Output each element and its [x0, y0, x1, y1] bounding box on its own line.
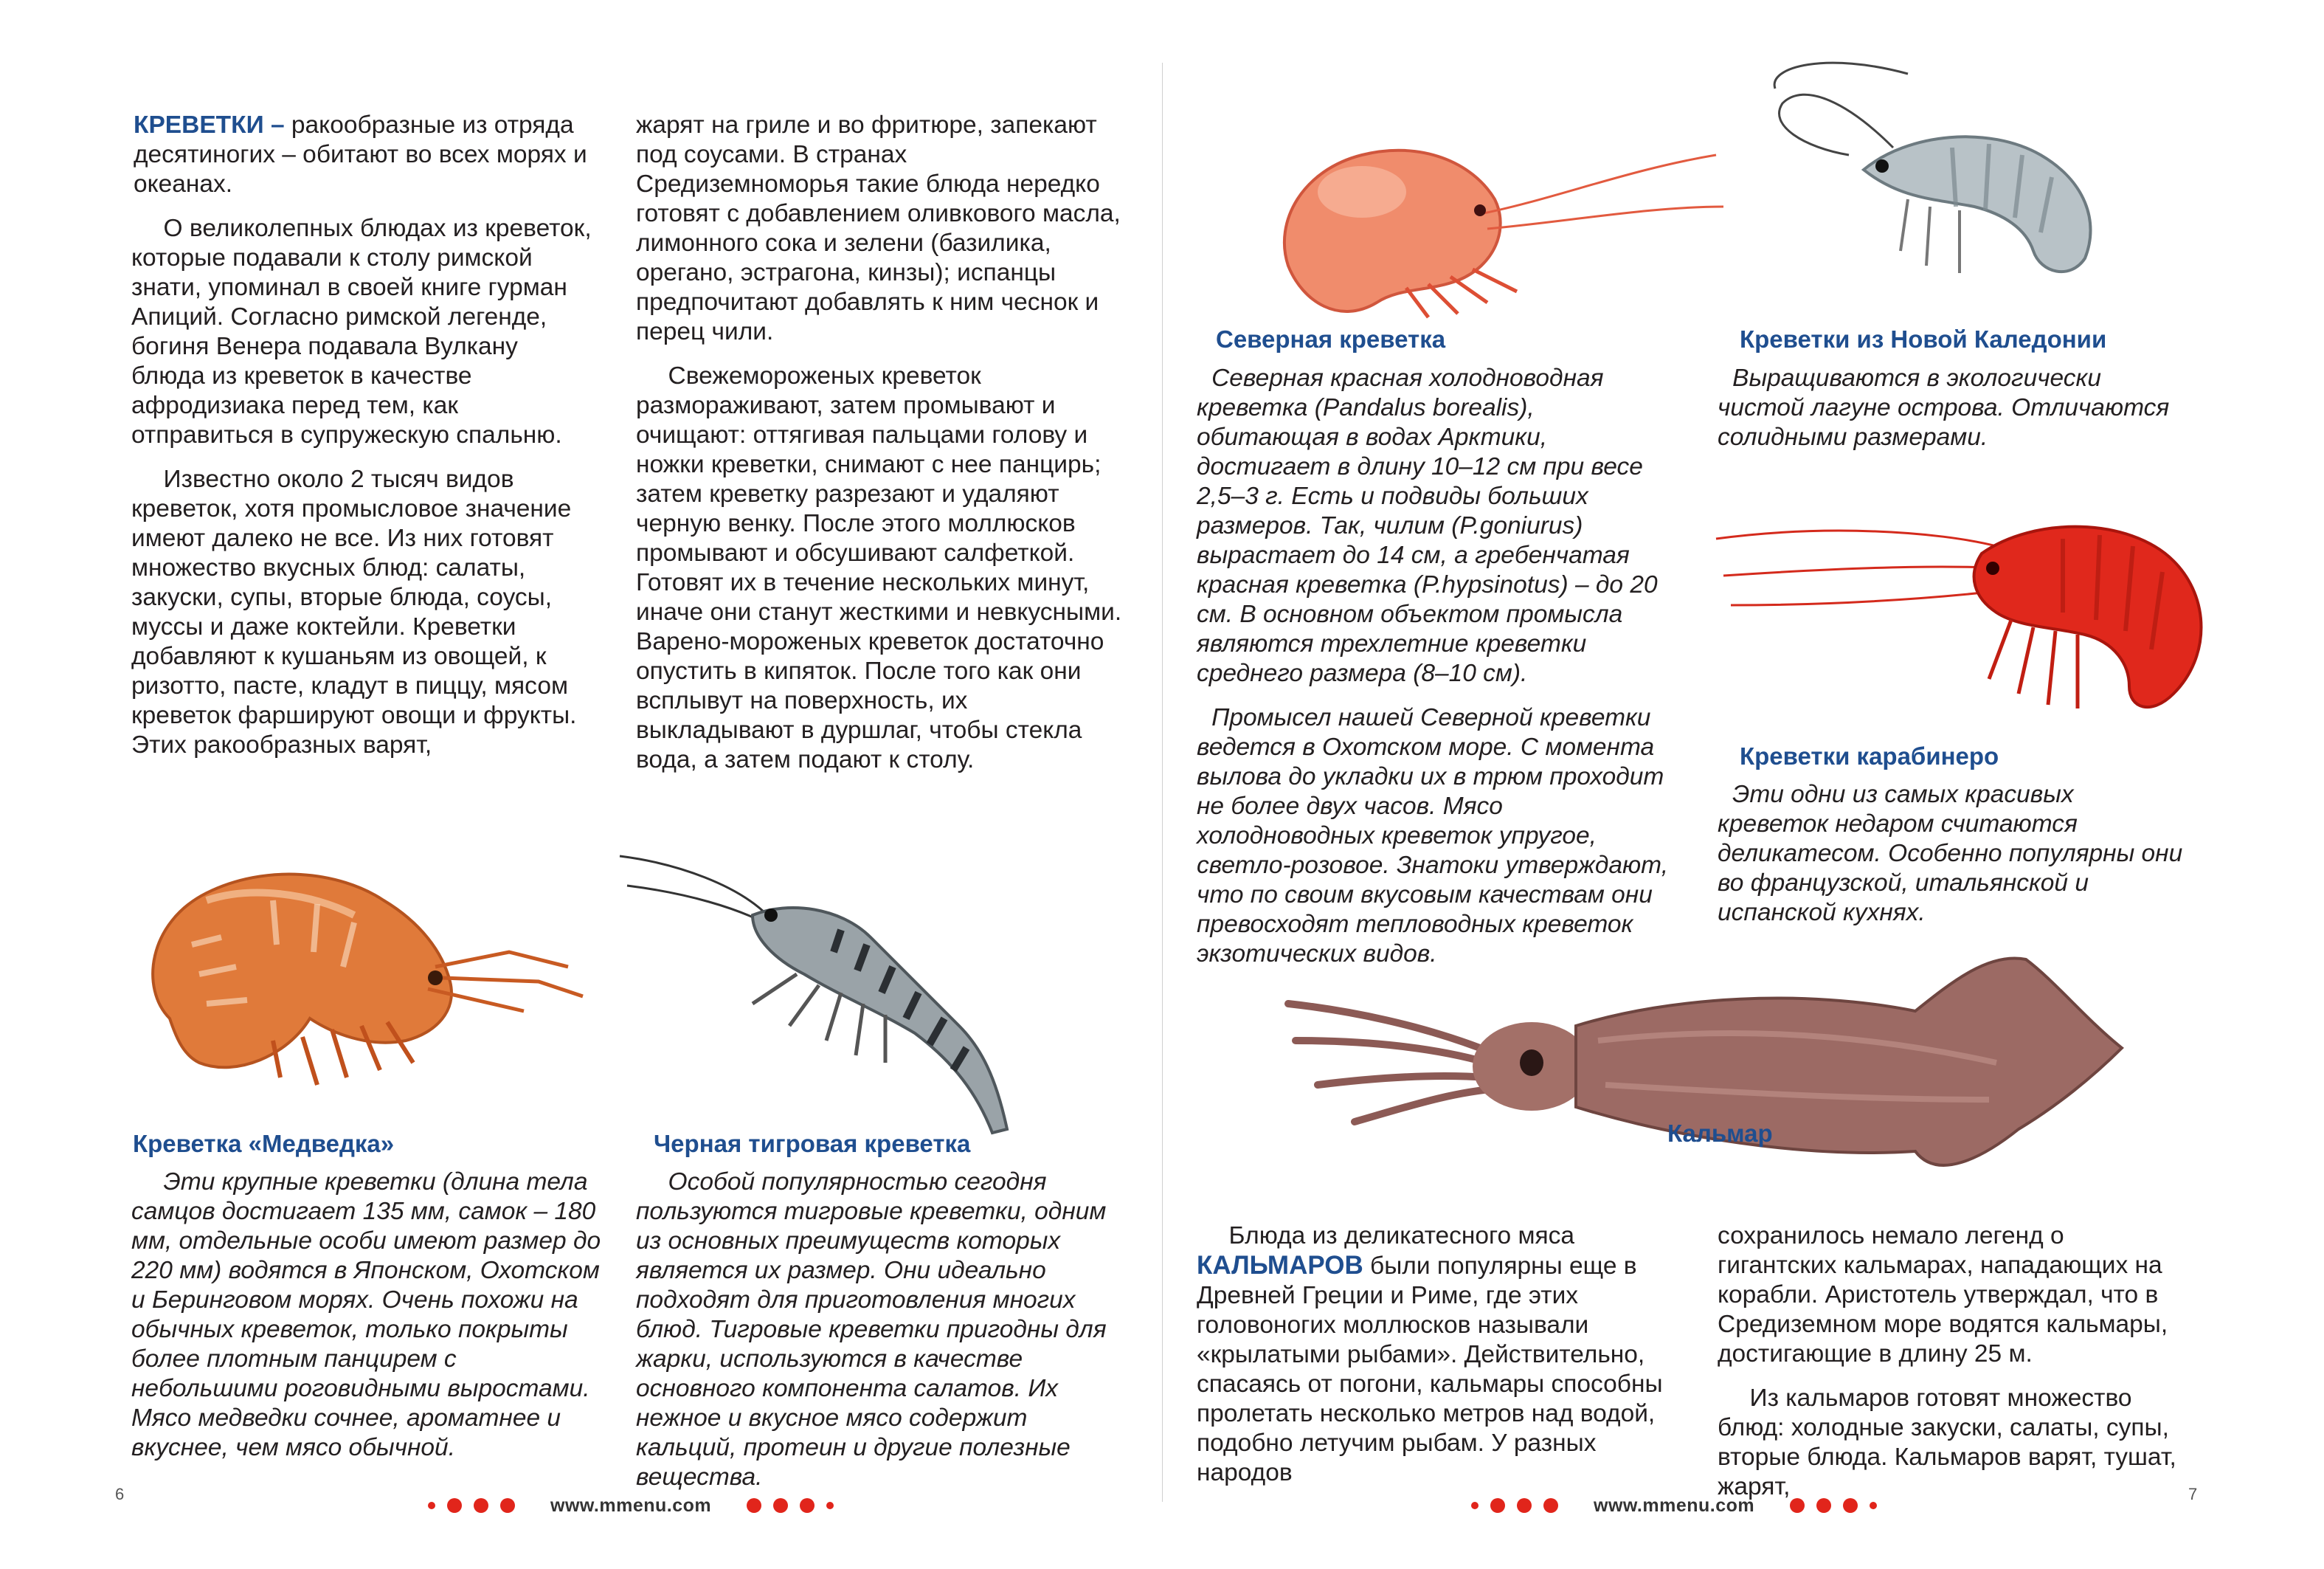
- shrimp-keyword: КРЕВЕТКИ –: [134, 111, 285, 139]
- footer-dot: [1471, 1502, 1479, 1509]
- history-paragraph: О великолепных блюдах из креветок, которые подавали к столу римской знати, упоминал в своей книге гурман Апиций. Согласно римской легенде, богиня Венера подавала Вулкану блюда из креветок в качестве афродизиака перед тем, как отправиться в супружескую спальню.: [131, 215, 592, 449]
- squid-column-2: сохранилось немало легенд о гигантских кальмарах, нападающих на корабли. Аристотель утверждал, что в Средиземном море водятся кальмары, достигающие в длину 25 м. Из кальмаров готовят множество блюд: холодные закуски, салаты, супы, вторые блюда. Кальмаров варят, тушат, жарят,: [1718, 1222, 2176, 1500]
- page-number-left: 6: [115, 1485, 125, 1503]
- tiger-shrimp-description: Особой популярностью сегодня пользуются тигровые креветки, одним из основных преимуществ которых является их размер. Они идеально подходят для приготовления многих блюд. Тигровые креветки пригодны для жарки, используются в качестве основного компонента салатов. Их нежное и вкусное мясо содержит кальций, протеин и другие полезные вещества.: [636, 1168, 1107, 1491]
- footer-dot: [773, 1498, 788, 1513]
- northern-shrimp-description: Северная красная холодноводная креветка (Pandalus borealis), обитающая в водах Арктики, достигает в длину 10–12 см при весе 2,5–3 г. Есть и подвиды больших размеров. Так, чилим (P.goniurus) вырастает до 14 см, а гребенчатая красная креветка (P.hypsinotus) – до 20 см. В основном объектом промысла являются трехлетние креветки среднего размера (8–10 см). Промысел нашей Северной креветки ведется в Охотском море. С момента вылова до укладки их в трюм проходит не более двух часов. Мясо холодноводных креветок упругое, светло-розовое. Знатоки утверждают, что по своим вкусовым качествам они превосходят тепловодных креветок экзотических видов.: [1197, 365, 1669, 968]
- squid-keyword: КАЛЬМАРОВ: [1197, 1251, 1363, 1280]
- page-number-right: 7: [2188, 1485, 2198, 1503]
- species-paragraph: Известно около 2 тысяч видов креветок, хотя промысловое значение имеют далеко не все. Из них готовят множество вкусных блюд: салаты, закуски, супы, вторые блюда, соусы, муссы и даже коктейли. Креветки добавляют к кушаньям из овощей, к ризотто, пасте, кладут в пиццу, мясом креветок фаршируют овощи и фрукты. Этих ракообразных варят,: [131, 466, 577, 759]
- carabinero-shrimp-title: Креветки карабинеро: [1740, 742, 1999, 770]
- caledonia-shrimp-title: Креветки из Новой Каледонии: [1740, 325, 2107, 353]
- left-column-1: [131, 111, 592, 760]
- tiger-shrimp-image: [620, 834, 1092, 1144]
- footer-dots-right: [1790, 1498, 1877, 1513]
- footer-dots-right: [747, 1498, 834, 1513]
- right-page: [1163, 0, 2324, 1569]
- northern-shrimp-title: Северная креветка: [1216, 325, 1446, 353]
- carabinero-shrimp-description: Эти одни из самых красивых креветок недаром считаются деликатесом. Особенно популярны они во французской, итальянской и испанской кухнях.: [1718, 781, 2183, 926]
- footer-url-right[interactable]: www.mmenu.com: [1594, 1494, 1755, 1516]
- footer-left: [428, 1491, 834, 1520]
- left-column-2: [636, 111, 1123, 775]
- carabinero-shrimp-image: [1716, 494, 2218, 738]
- thawing-paragraph: Свежемороженых креветок размораживают, затем промывают и очищают: оттягивая пальцами голову и ножки креветки, снимают с нее панцирь; затем креветку разрезают и удаляют черную венку. После этого моллюсков промывают и обсушивают салфеткой. Готовят их в течение нескольких минут, иначе они станут жесткими и невкусными. Варено-мороженых креветок достаточно опустить в кипяток. После того как они всплывут на поверхность, их выкладывают в дуршлаг, чтобы стекла вода, а затем подают к столу.: [636, 362, 1122, 773]
- footer-dot: [500, 1498, 515, 1513]
- northern-shrimp-image: [1259, 125, 1731, 332]
- footer-dot: [474, 1498, 488, 1513]
- caledonia-shrimp-image: [1760, 59, 2144, 303]
- footer-dot: [800, 1498, 815, 1513]
- footer-dots-left: [1471, 1498, 1558, 1513]
- footer-url-left[interactable]: www.mmenu.com: [550, 1494, 712, 1516]
- intro-paragraph: КРЕВЕТКИ – ракообразные из отряда десятиногих – обитают во всех морях и океанах.: [134, 111, 587, 198]
- cooking-paragraph: жарят на гриле и во фритюре, запекают под соусами. В странах Средиземноморья такие блюда нередко готовят с добавлением оливкового масла, лимонного сока и зелени (базилика, орегано, эстрагона, кинзы); испанцы предпочитают добавлять к ним чеснок и перец чили.: [636, 111, 1121, 345]
- squid-caption: Кальмар: [1667, 1120, 1773, 1147]
- footer-dot: [1490, 1498, 1505, 1513]
- footer-dot: [826, 1502, 834, 1509]
- footer-dot: [1543, 1498, 1558, 1513]
- footer-dot: [747, 1498, 761, 1513]
- medvedka-description: Эти крупные креветки (длина тела самцов достигает 135 мм, самок – 180 мм, отдельные особи имеют размер до 220 мм) водятся в Японском, Охотском и Беринговом морях. Очень похожи на обычных креветок, только покрыты более плотным панцирем с небольшими роговидными выростами. Мясо медведки сочнее, ароматнее и вкуснее, чем мясо обычной.: [131, 1168, 601, 1461]
- tiger-shrimp-title: Черная тигровая креветка: [654, 1130, 971, 1157]
- footer-dot: [1816, 1498, 1831, 1513]
- footer-dot: [428, 1502, 435, 1509]
- footer-dot: [1517, 1498, 1532, 1513]
- footer-dots-left: [428, 1498, 515, 1513]
- footer-dot: [447, 1498, 462, 1513]
- medvedka-title: Креветка «Медведка»: [133, 1130, 395, 1157]
- caledonia-shrimp-description: Выращиваются в экологически чистой лагуне острова. Отличаются солидными размерами.: [1718, 365, 2170, 451]
- footer-right: [1471, 1491, 1877, 1520]
- footer-dot: [1843, 1498, 1858, 1513]
- footer-dot: [1790, 1498, 1805, 1513]
- medvedka-shrimp-image: [125, 841, 598, 1100]
- footer-dot: [1870, 1502, 1877, 1509]
- squid-column-1: Блюда из деликатесного мяса КАЛЬМАРОВ были популярны еще в Древней Греции и Риме, где этих головоногих моллюсков называли «крылатыми рыбами». Действительно, спасаясь от погони, кальмары способны пролетать несколько метров над водой, подобно летучим рыбам. У разных народов: [1197, 1222, 1663, 1486]
